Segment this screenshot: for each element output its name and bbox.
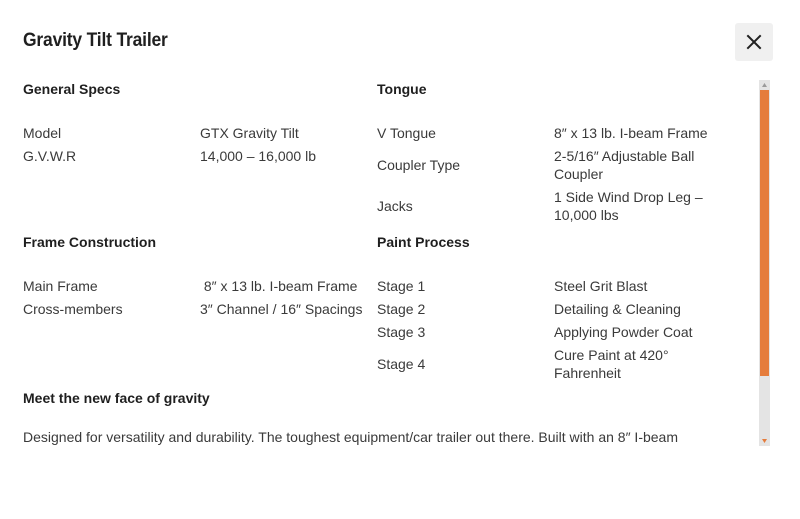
general-specs-heading: General Specs bbox=[23, 81, 121, 97]
scrollbar-thumb[interactable] bbox=[760, 90, 769, 376]
spec-value: Steel Grit Blast bbox=[554, 277, 648, 294]
tongue-section bbox=[377, 80, 723, 226]
tongue-heading: Tongue bbox=[377, 81, 427, 97]
spec-row bbox=[377, 274, 723, 297]
spec-row bbox=[377, 185, 723, 226]
spec-value: Cure Paint at 420° Fahrenheit bbox=[554, 346, 669, 381]
spec-value: 14,000 – 16,000 lb bbox=[200, 147, 316, 164]
spec-row bbox=[377, 320, 723, 343]
close-button[interactable] bbox=[735, 23, 773, 61]
spec-label: V Tongue bbox=[377, 124, 436, 141]
spec-row bbox=[377, 297, 723, 320]
spec-row bbox=[23, 297, 369, 320]
description-heading: Meet the new face of gravity bbox=[23, 390, 210, 406]
tongue-table bbox=[377, 121, 723, 226]
spec-row bbox=[23, 121, 369, 144]
spec-value: 1 Side Wind Drop Leg – 10,000 lbs bbox=[554, 188, 703, 223]
spec-label: G.V.W.R bbox=[23, 147, 77, 164]
spec-row bbox=[377, 121, 723, 144]
spec-value: 8″ x 13 lb. I-beam Frame bbox=[554, 124, 708, 141]
modal-title: Gravity Tilt Trailer bbox=[23, 30, 168, 51]
spec-label: Stage 1 bbox=[377, 277, 426, 294]
frame-construction-heading: Frame Construction bbox=[23, 234, 157, 250]
paint-process-table bbox=[377, 274, 723, 384]
spec-label: Stage 3 bbox=[377, 323, 426, 340]
close-icon bbox=[746, 34, 762, 50]
spec-row bbox=[377, 343, 723, 384]
spec-label: Model bbox=[23, 124, 62, 141]
frame-construction-table bbox=[23, 274, 369, 320]
frame-construction-section bbox=[23, 233, 369, 320]
modal-content[interactable] bbox=[0, 70, 760, 450]
spec-value: Applying Powder Coat bbox=[554, 323, 693, 340]
content-scrollbar[interactable] bbox=[759, 80, 770, 446]
spec-value: 8″ x 13 lb. I-beam Frame bbox=[200, 277, 358, 294]
spec-label: Stage 2 bbox=[377, 300, 426, 317]
spec-row bbox=[377, 144, 723, 185]
spec-value: GTX Gravity Tilt bbox=[200, 124, 299, 141]
spec-label: Stage 4 bbox=[377, 355, 426, 372]
spec-label: Main Frame bbox=[23, 277, 98, 294]
spec-value: 3″ Channel / 16″ Spacings bbox=[200, 300, 363, 317]
spec-row bbox=[23, 274, 369, 297]
paint-process-heading: Paint Process bbox=[377, 234, 470, 250]
spec-label: Jacks bbox=[377, 197, 413, 214]
paint-process-section bbox=[377, 233, 723, 384]
spec-label: Cross-members bbox=[23, 300, 123, 317]
spec-value: 2-5/16″ Adjustable Ball Coupler bbox=[554, 147, 695, 182]
description-text: Designed for versatility and durability. The toughest equipment/car trailer out there. Built with an 8″ I-beam bbox=[23, 429, 678, 445]
general-specs-section bbox=[23, 80, 369, 167]
spec-label: Coupler Type bbox=[377, 156, 461, 173]
scroll-down-arrow-icon[interactable] bbox=[759, 436, 770, 446]
spec-row bbox=[23, 144, 369, 167]
spec-value: Detailing & Cleaning bbox=[554, 300, 681, 317]
scroll-up-arrow-icon[interactable] bbox=[759, 80, 770, 90]
general-specs-table bbox=[23, 121, 369, 167]
